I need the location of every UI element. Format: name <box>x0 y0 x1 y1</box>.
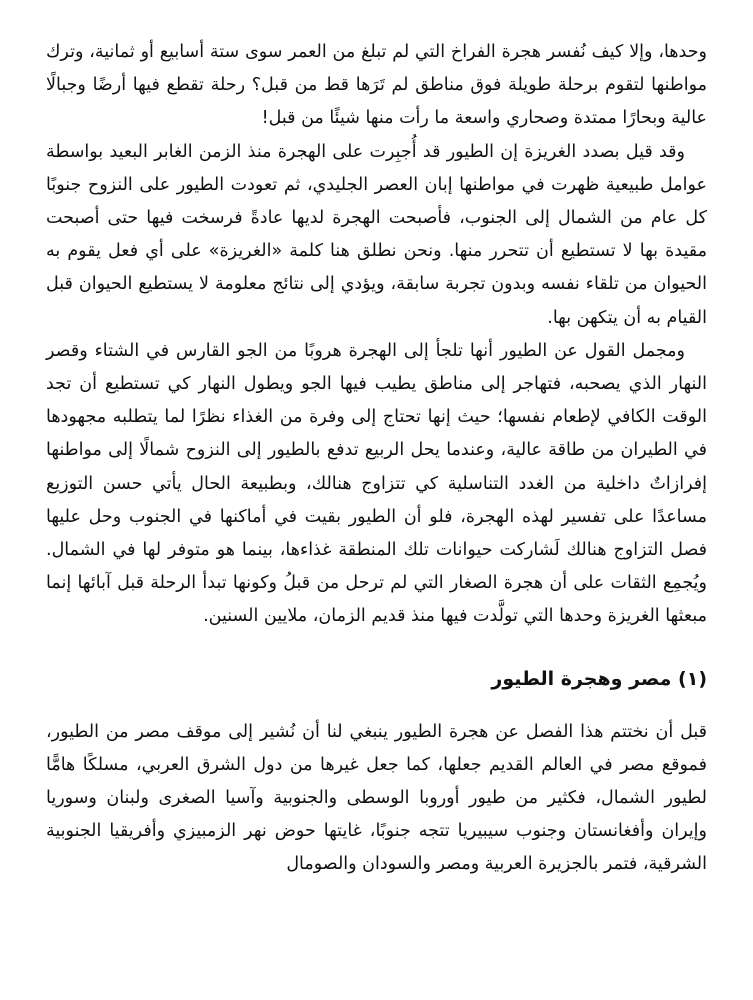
paragraph-instinct-fledglings: وحدها، وإلا كيف نُفسر هجرة الفراخ التي لم تبلغ من العمر سوى ستة أسابيع أو ثمانية، وترك مواطنها لتقوم برحلة طويلة فوق مناطق لم تَرَها قط من قبل؟ رحلة تقطع فيها أرضًا وجبالًا عالية وبحارًا ممتدة وصحاري واسعة ما رأت منها شيئًا من قبل! <box>46 42 707 129</box>
paragraph-migration-summary: ومجمل القول عن الطيور أنها تلجأ إلى الهجرة هروبًا من الجو القارس في الشتاء وقصر النهار الذي يصحبه، فتهاجر إلى مناطق يطيب فيها الجو ويطول النهار كي تستطيع أن تجد الوقت الكافي لإطعام نفسها؛ حيث إنها تحتاج إلى وفرة من الغذاء نظرًا لما يتطلبه مجهودها في الطيران من طاقة عالية، وعندما يحل الربيع تدفع بالطيور إلى النزوح شمالًا إلى مواطنها إفرازاتٌ داخلية من الغدد التناسلية كي تتزاوج هنالك، وبطبيعة الحال يأتي حسن التوزيع مساعدًا على تفسير لهذه الهجرة، فلو أن الطيور بقيت في أماكنها في الجنوب وحل عليها فصل التزاوج هنالك لَشاركت حيوانات تلك المنطقة غذاءها، بينما هو متوفر لها في الشمال. ويُجمِع الثقات على أن هجرة الصغار التي لم ترحل من قبلُ وكونها تبدأ الرحلة قبل آبائها إنما مبعثها الغريزة وحدها التي تولَّدت فيها منذ قديم الزمان، ملايين السنين. <box>46 340 707 627</box>
section-heading: (١) مصر وهجرة الطيور <box>491 667 707 690</box>
paragraph-egypt-migration: قبل أن نختتم هذا الفصل عن هجرة الطيور ينبغي لنا أن نُشير إلى موقف مصر من الطيور، فموقع مصر في العالم القديم جعلها، كما جعل غيرها من دول الشرق العربي، مسلكًا هامًّا لطيور الشمال، فكثير من طيور أوروبا الوسطى والجنوبية وآسيا الصغرى ولبنان وسوريا وإيران وأفغانستان وجنوب سيبيريا تتجه جنوبًا، غايتها حوض نهر الزمبيزي وأفريقيا الجنوبية الشرقية، فتمر بالجزيرة العربية ومصر والسودان والصومال <box>46 721 707 875</box>
paragraph-ice-age-habit: وقد قيل بصدد الغريزة إن الطيور قد أُجبِرت على الهجرة منذ الزمن الغابر البعيد بواسطة عوامل طبيعية ظهرت في مواطنها إبان العصر الجليدي، ثم تعودت الطيور على النزوح جنوبًا كل عام من الشمال إلى الجنوب، فأصبحت الهجرة لديها عادةً فرسخت فيها حتى أصبحت مقيدة بها لا تستطيع أن تتحرر منها. ونحن نطلق هنا كلمة «الغريزة» على أي فعل يقوم به الحيوان من تلقاء نفسه وبدون تجربة سابقة، ويؤدي إلى نتائج معلومة لا يستطيع الحيوان قبل القيام به أن يتكهن بها. <box>46 141 707 328</box>
